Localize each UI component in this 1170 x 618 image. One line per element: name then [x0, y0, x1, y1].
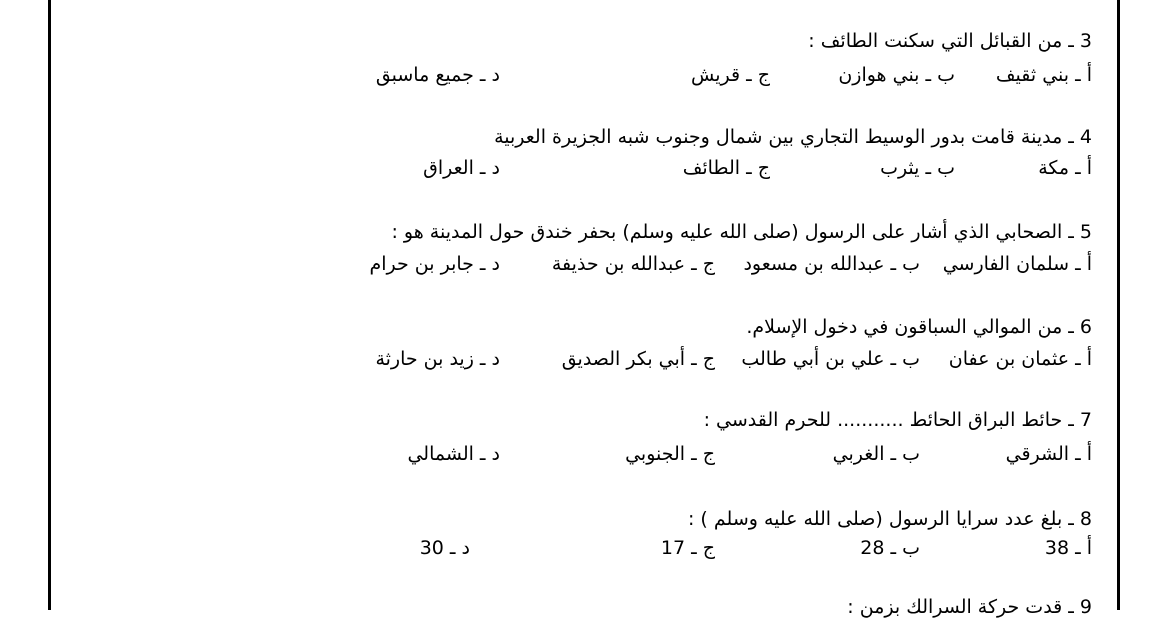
question-4-text: 4 ـ مدينة قامت بدور الوسيط التجاري بين شمال وجنوب شبه الجزيرة العربية	[494, 126, 1092, 148]
question-4-option-a: أ ـ مكة	[1038, 157, 1092, 179]
page-border-right	[1117, 0, 1120, 610]
question-6-text: 6 ـ من الموالي السباقون في دخول الإسلام.	[746, 316, 1092, 338]
question-5-option-b: ب ـ عبدالله بن مسعود	[743, 253, 920, 275]
question-4-option-c: ج ـ الطائف	[682, 157, 770, 179]
question-7-option-d: د ـ الشمالي	[407, 443, 500, 465]
question-7-option-b: ب ـ الغربي	[832, 443, 920, 465]
question-5-option-d: د ـ جابر بن حرام	[369, 253, 500, 275]
question-9-text-cutoff: 9 ـ قدت حركة السرالك بزمن :	[847, 596, 1092, 618]
question-7-option-c: ج ـ الجنوبي	[625, 443, 715, 465]
question-6-option-c: ج ـ أبي بكر الصديق	[561, 348, 715, 370]
question-3-option-c: ج ـ قريش	[691, 64, 770, 86]
question-5-option-a: أ ـ سلمان الفارسي	[942, 253, 1092, 275]
question-6-option-b: ب ـ علي بن أبي طالب	[741, 348, 920, 370]
question-3-option-d: د ـ جميع ماسبق	[375, 64, 500, 86]
question-3-text: 3 ـ من القبائل التي سكنت الطائف :	[808, 30, 1092, 52]
question-8-option-a: أ ـ 38	[1044, 537, 1092, 559]
question-4-option-d: د ـ العراق	[423, 157, 500, 179]
question-4-option-b: ب ـ يثرب	[880, 157, 955, 179]
question-5-text: 5 ـ الصحابي الذي أشار على الرسول (صلى الله عليه وسلم) بحفر خندق حول المدينة هو :	[391, 221, 1092, 243]
question-8-text: 8 ـ بلغ عدد سرايا الرسول (صلى الله عليه وسلم ) :	[687, 508, 1092, 530]
question-5-option-c: ج ـ عبدالله بن حذيفة	[551, 253, 715, 275]
question-6-option-a: أ ـ عثمان بن عفان	[948, 348, 1092, 370]
question-8-option-c: ج ـ 17	[660, 537, 715, 559]
page-border-left	[48, 0, 51, 610]
question-8-option-b: ب ـ 28	[860, 537, 920, 559]
question-8-option-d: د ـ 30	[419, 537, 470, 559]
question-3-option-a: أ ـ بني ثقيف	[995, 64, 1092, 86]
question-7-option-a: أ ـ الشرقي	[1005, 443, 1092, 465]
question-7-text: 7 ـ حائط البراق الحائط ........... للحرم القدسي :	[703, 409, 1092, 431]
question-6-option-d: د ـ زيد بن حارثة	[375, 348, 500, 370]
question-3-option-b: ب ـ بني هوازن	[838, 64, 955, 86]
